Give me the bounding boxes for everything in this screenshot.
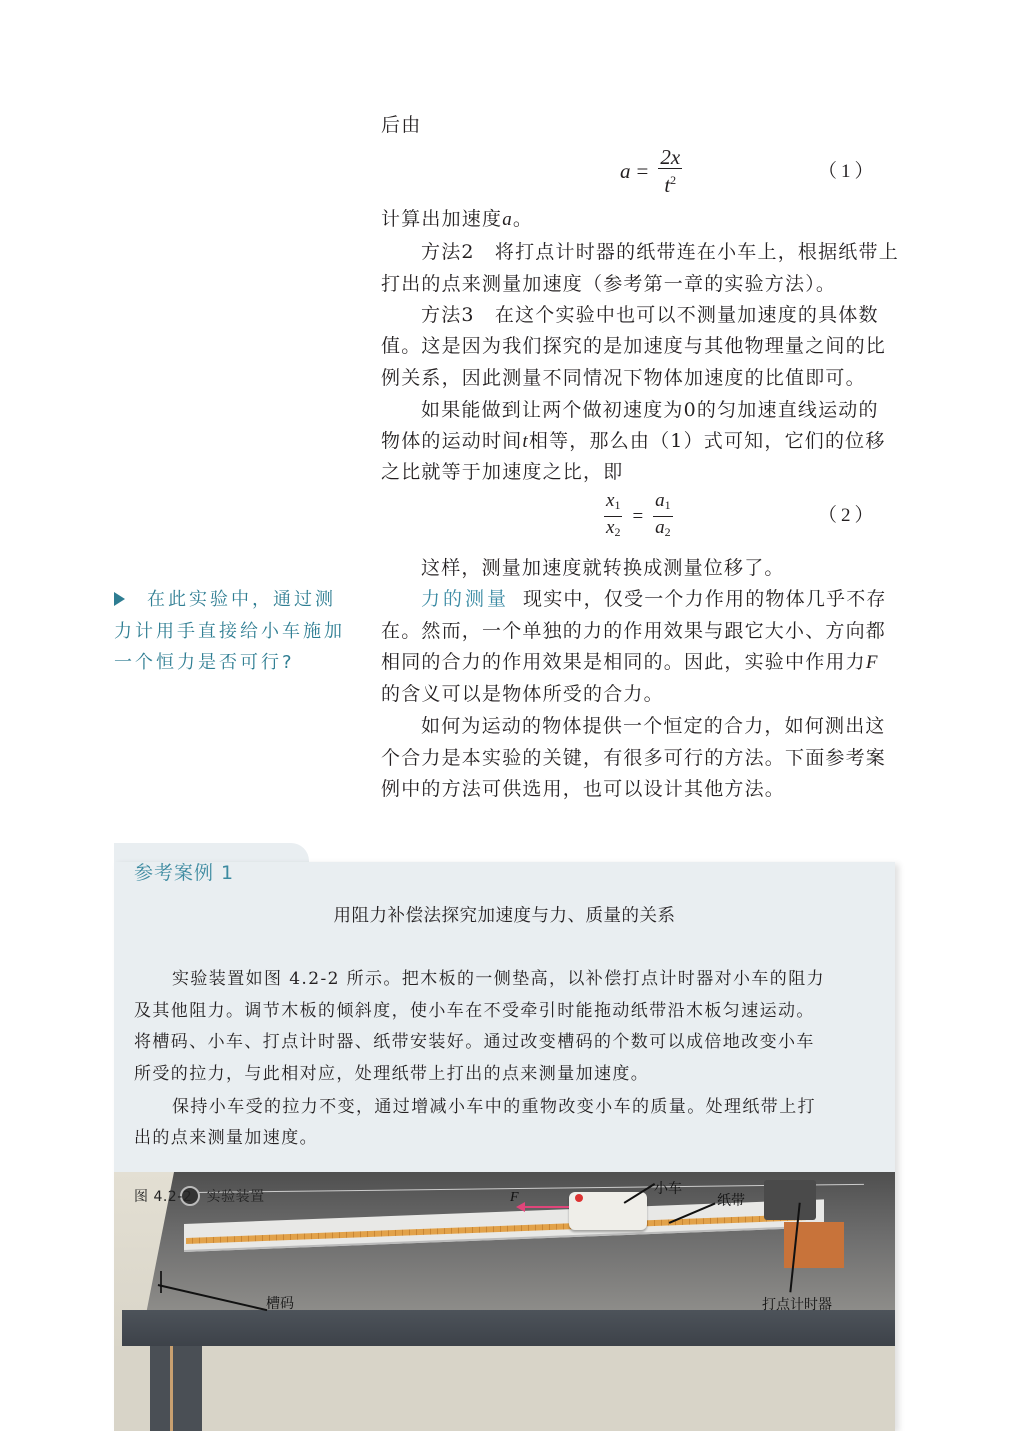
variable-F: F (865, 652, 879, 673)
fraction-left (604, 490, 622, 543)
label-cart: 小车 (654, 1181, 682, 1197)
fraction-right (653, 490, 673, 543)
paragraph-line: 在。然而，一个单独的力的作用效果与跟它大小、方向都 (381, 620, 887, 642)
paragraph-line: 如何为运动的物体提供一个恒定的合力，如何测出这 (421, 715, 886, 737)
case-text-line: 将槽码、小车、打点计时器、纸带安装好。通过改变槽码的个数可以成倍地改变小车 (134, 1032, 815, 1052)
table-leg-strip (170, 1346, 173, 1431)
label-timer: 打点计时器 (762, 1297, 832, 1313)
var: a (655, 490, 665, 511)
equation-1 (620, 146, 686, 196)
numerator (653, 490, 673, 517)
case-text-line: 实验装置如图 4.2-2 所示。把木板的一侧垫高，以补偿打点计时器对小车的阻力 (172, 969, 826, 989)
reference-case-title: 用阻力补偿法探究加速度与力、质量的关系 (333, 906, 676, 926)
label-tape: 纸带 (717, 1193, 745, 1209)
text: 相同的合力的作用效果是相同的。因此，实验中作用力 (381, 651, 866, 673)
denominator (653, 517, 673, 543)
equation-2 (600, 490, 677, 543)
triangle-bullet-icon (114, 592, 125, 606)
subscript: 2 (614, 525, 621, 539)
note-line: 一个恒力是否可行? (114, 652, 295, 673)
label-hook-weight: 槽码 (266, 1296, 294, 1312)
equals-sign: = (632, 505, 644, 527)
numerator (604, 490, 622, 517)
paragraph-line (381, 425, 896, 458)
force-arrow-icon (524, 1206, 569, 1208)
paragraph-line: 如果能做到让两个做初速度为0的匀加速直线运动的 (421, 399, 879, 421)
method-3-line: 例关系，因此测量不同情况下物体加速度的比值即可。 (381, 367, 866, 389)
var: x (606, 517, 615, 538)
dot-timer-icon (764, 1180, 816, 1220)
denominator (662, 169, 678, 196)
paragraph-line: 个合力是本实验的关键，有很多可行的方法。下面参考案 (381, 747, 887, 769)
experiment-setup-photo (114, 1172, 895, 1431)
subscript: 1 (664, 498, 671, 512)
var: x (606, 490, 615, 511)
method-3-line: 值。这是因为我们探究的是加速度与其他物理量之间的比 (381, 335, 887, 357)
paragraph-line (381, 583, 936, 615)
case-text-line: 及其他阻力。调节木板的倾斜度，使小车在不受牵引时能拖动纸带沿木板匀速运动。 (134, 1001, 815, 1021)
paragraph-line (381, 646, 896, 679)
hook-weight-icon (160, 1271, 162, 1293)
paragraph-line: 之比就等于加速度之比，即 (381, 461, 624, 483)
text: 现实中，仅受一个力作用的物体几乎不存 (523, 588, 887, 610)
paragraph-line: 这样，测量加速度就转换成测量位移了。 (421, 557, 785, 579)
case-text-line: 出的点来测量加速度。 (134, 1128, 318, 1148)
reference-case-label: 参考案例 1 (134, 862, 235, 884)
paragraph-line: 例中的方法可供选用，也可以设计其他方法。 (381, 778, 786, 800)
equation-number-1: （1） (818, 161, 878, 182)
method-3-line: 方法3 在这个实验中也可以不测量加速度的具体数 (421, 304, 879, 326)
equation-number-2: （2） (818, 505, 878, 526)
method-2-line: 方法2 将打点计时器的纸带连在小车上，根据纸带上 (421, 241, 899, 263)
case-text-line: 所受的拉力，与此相对应，处理纸带上打出的点来测量加速度。 (134, 1064, 650, 1084)
subscript: 1 (614, 498, 621, 512)
method-2-line: 打出的点来测量加速度（参考第一章的实验方法）。 (381, 273, 837, 295)
note-line: 力计用手直接给小车施加 (114, 620, 345, 642)
denominator (604, 517, 622, 543)
text: 相等，那么由（1）式可知，它们的位移 (528, 430, 886, 452)
text-line: 后由 (381, 114, 422, 136)
text: 在此实验中，通过测 (147, 589, 336, 610)
case-text-line: 保持小车受的拉力不变，通过增减小车中的重物改变小车的质量。处理纸带上打 (172, 1097, 816, 1117)
cart-marker (575, 1194, 583, 1202)
variable-a: a (502, 209, 513, 230)
numerator: 2x (660, 145, 681, 169)
table-leg (150, 1346, 202, 1431)
force-label: F (510, 1190, 519, 1205)
fraction (658, 146, 682, 196)
text: 物体的运动时间 (381, 430, 523, 452)
paragraph-line: 的含义可以是物体所受的合力。 (381, 683, 664, 705)
den-var: t (664, 173, 671, 197)
exponent: 2 (670, 173, 677, 187)
var: a (655, 517, 665, 538)
sidebar-question (114, 584, 354, 679)
subscript: 2 (664, 525, 671, 539)
text-line (381, 203, 896, 236)
figure-caption: 图 4.2-2 实验装置 (134, 1189, 265, 1205)
text: 。 (512, 208, 534, 230)
note-line (114, 584, 354, 616)
section-keyword: 力的测量 (421, 588, 510, 610)
floor (114, 1346, 895, 1431)
eq1-lhs: a (620, 158, 631, 183)
variable-t: t (522, 431, 529, 452)
table-edge (122, 1310, 895, 1346)
text: 计算出加速度 (381, 208, 503, 230)
equals-sign: = (636, 158, 649, 183)
